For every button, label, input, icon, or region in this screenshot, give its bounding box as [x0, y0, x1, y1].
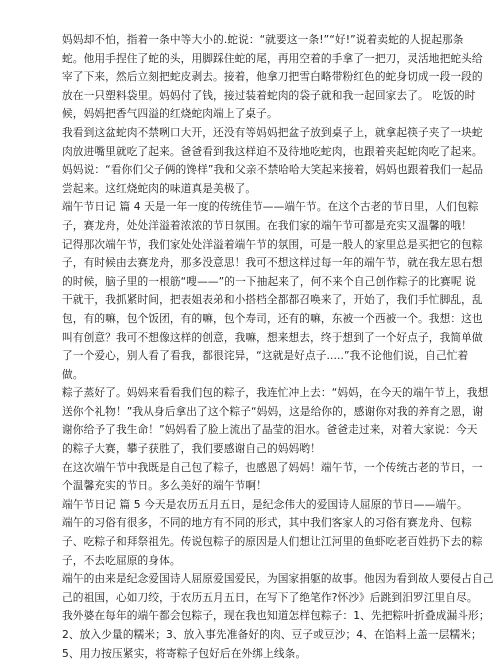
text-line: 在这次端午节中我既是自己包了粽子，也感恩了妈妈！端午节，一个传统古老的节日，一: [62, 460, 483, 474]
text-line: 的时候，脑子里的一根筋“嗖——”的一下抽起来了，何不来个自己创作粽子的比赛呢 说: [62, 274, 476, 288]
text-line: 放在一只塑料袋里。妈妈付了钱，接过装着蛇肉的袋子就和我一起回家去了。 吃饭的时: [62, 88, 476, 102]
text-line: 做。: [62, 367, 84, 381]
text-line: 我外婆在每年的端午都会包粽子，现在我也知道怎样包粽子：1、先把粽叶折叠成漏斗形；: [62, 609, 490, 623]
text-line: 2、放入少量的糯米；3、放入事先准备好的肉、豆子或豆沙；4、在馅料上盖一层糯米；: [62, 628, 482, 641]
text-line: 叫有创意？我可不想像这样的创意，我嘛，想来想去，终于想到了一个好点子，我简单做: [62, 330, 483, 344]
text-line: 包，有的嘛，包个饭团，有的嘛，包个寿司，还有的嘛，东被一个西被一个。我想：这也: [62, 311, 483, 325]
text-line: 宰了下来，然后立刻把蛇皮剥去。接着，他拿刀把雪白略带粉红色的蛇身切成一段一段的: [62, 70, 483, 84]
text-line: 我看到这盆蛇肉不禁咧口大开，还没有等妈妈把盆子放到桌子上，就拿起筷子夹了一块蛇: [62, 125, 483, 139]
text-line: 子，不去吃屈原的身体。: [62, 553, 181, 567]
text-line: 端午的习俗有很多，不同的地方有不同的形式，其中我们客家人的习俗有赛龙舟、包粽: [62, 516, 472, 530]
text-line: 子，赛龙舟，处处洋溢着浓浓的节日氛围。在我们家的端午节可都是充实又温馨的哦！: [62, 218, 472, 232]
text-line: 肉放进嘴里就吃了起来。爸爸看到我这样迫不及待地吃蛇肉，也跟着夹起蛇肉吃了起来。: [62, 144, 483, 158]
text-line: 端午的由来是纪念爱国诗人屈原爱国爱民，为国家捐躯的故事。他因为看到故人要侵占自己: [62, 572, 494, 586]
text-line: 了一个爱心，别人看了看我，都很诧异，“这就是好点子.....”我不论他们说，自己忙着: [62, 349, 469, 363]
text-line: 的粽子大赛，攀子获胜了，我们要感谢自己的妈妈哟！: [62, 442, 321, 456]
text-line: 个温馨充实的节日。多么美好的端午节啊！: [62, 479, 267, 493]
text-line: 尝起来。这红烧蛇肉的味道真是美极了。: [62, 181, 257, 195]
text-line: 子，有时候由去赛龙舟，那多没意思！我可不想这样过每一年的端午节，就在我左思右想: [62, 256, 483, 270]
text-line: 送你个礼物！”我从身后拿出了这个粽子“妈妈，这是给你的，感谢你对我的养育之恩，谢: [62, 404, 484, 418]
text-line: 干就干，我抓紧时间，把表姐表弟和小搭档全都都召唤来了，开始了，我们手忙脚乱，乱: [62, 293, 483, 307]
text-line: 谢你给予了我生命！”妈妈看了脸上流出了晶莹的泪水。爸爸走过来，对着大家说：今天: [62, 423, 478, 437]
text-line: 妈妈却不怕，指着一条中等大小的.蛇说：“就要这一条!”“好!”说着卖蛇的人捉起那条: [62, 33, 464, 46]
text-line: 妈妈说：“看你们父子俩的馋样”我和父亲不禁哈哈大笑起来接着，妈妈也跟着我们一起品: [62, 163, 484, 177]
text-line: 子、吃粽子和拜祭祖先。传说包粽子的原因是人们想让江河里的鱼虾吃老百姓扔下去的粽: [62, 535, 483, 549]
text-line: 己的祖国，心如刀绞，于农历五月五日，在写下了绝笔作?怀沙》后跳到汨罗江里自尽。: [62, 590, 478, 604]
text-line: 蛇。他用手捏住了蛇的头，用脚踩住蛇的尾，再用空着的手拿了一把刀，灵活地把蛇头给: [62, 51, 483, 65]
text-line: 候，妈妈把香气四溢的红烧蛇肉端上了桌子。: [62, 107, 278, 121]
text-line: 记得那次端午节，我们家处处洋溢着端午节的氛围，可是一般人的家里总是买把它的包粽: [62, 237, 483, 251]
text-line: 端午节日记 篇 5 今天是农历五月五日，是纪念伟大的爱国诗人屈原的节日——端午。: [62, 497, 468, 511]
document-body: [0, 31, 500, 663]
text-line: 粽子蒸好了。妈妈来看看我们包的粽子，我连忙冲上去：“妈妈，在今天的端午节上，我想: [62, 386, 489, 400]
text-line: 端午节日记 篇 4 天是一年一度的传统佳节——端午节。在这个古老的节日里，人们包粽: [62, 200, 479, 214]
text-line: 5、用力按压紧实，将寄粽子包好后在外绑上线条。: [62, 646, 307, 660]
